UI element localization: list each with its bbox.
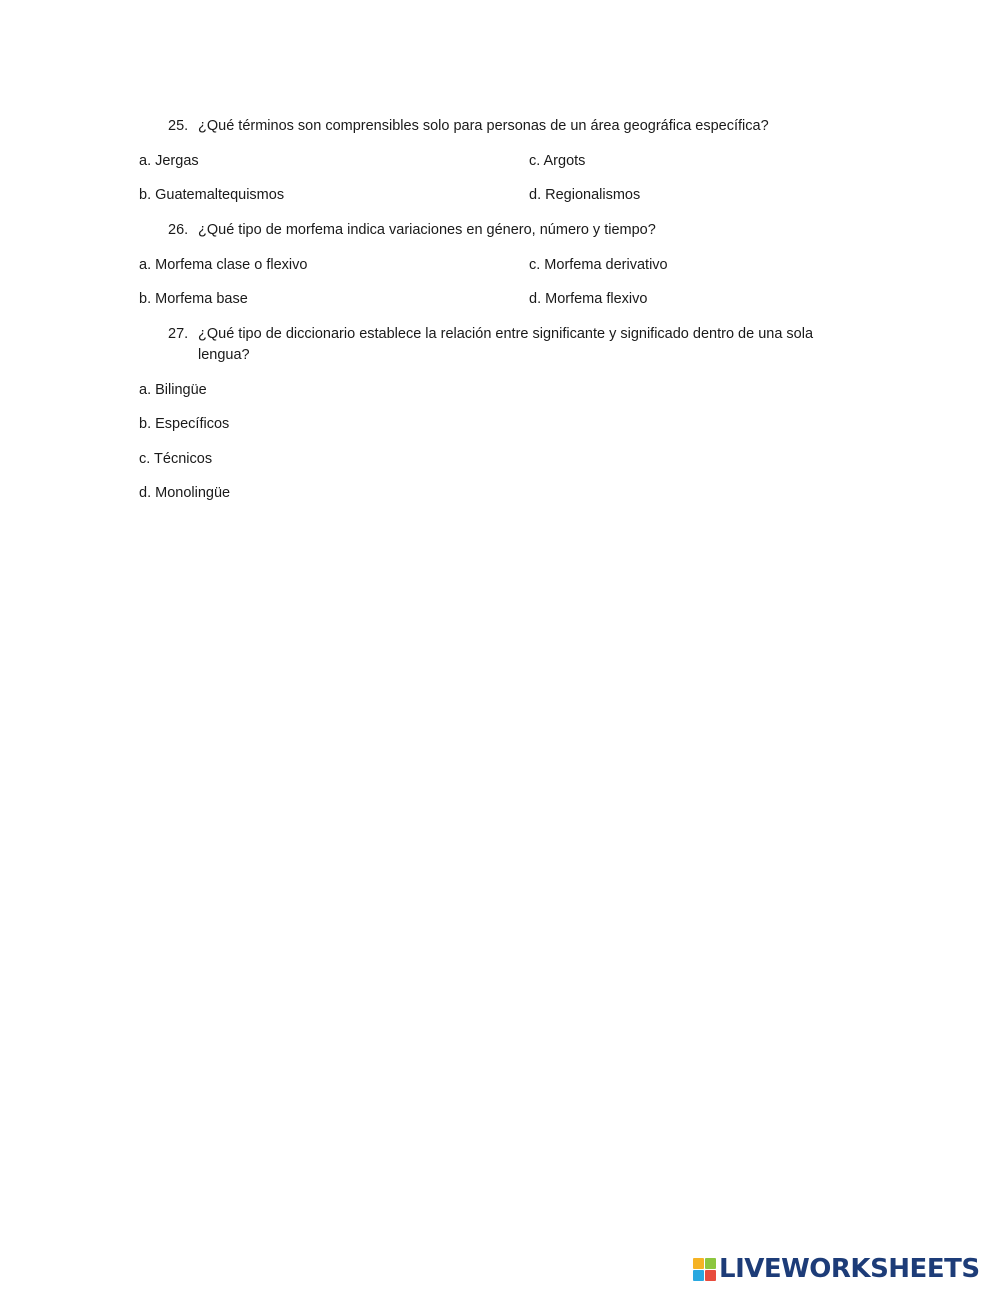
option-c[interactable]: c. Morfema derivativo	[529, 257, 668, 273]
logo-mark-cell	[705, 1258, 716, 1269]
option-c[interactable]: c. Técnicos	[139, 451, 213, 467]
question-text: ¿Qué tipo de morfema indica variaciones en género, número y tiempo?	[198, 222, 656, 238]
option-a[interactable]: a. Morfema clase o flexivo	[139, 257, 308, 273]
question-text: ¿Qué términos son comprensibles solo para personas de un área geográfica específica?	[198, 118, 769, 134]
liveworksheets-logo	[693, 1256, 980, 1283]
logo-mark-cell	[693, 1270, 704, 1281]
option-b[interactable]: b. Específicos	[139, 416, 230, 432]
option-d[interactable]: d. Morfema flexivo	[529, 291, 648, 307]
option-b[interactable]: b. Guatemaltequismos	[139, 187, 285, 203]
logo-mark-cell	[693, 1258, 704, 1269]
option-a[interactable]: a. Jergas	[139, 153, 199, 169]
option-a[interactable]: a. Bilingüe	[139, 382, 207, 398]
logo-mark-icon	[693, 1258, 716, 1281]
logo-text: LIVEWORKSHEETS	[719, 1254, 980, 1284]
option-d[interactable]: d. Regionalismos	[529, 187, 641, 203]
question-number: 26.	[168, 222, 189, 238]
option-d[interactable]: d. Monolingüe	[139, 485, 231, 501]
question-number: 25.	[168, 118, 189, 134]
logo-mark-cell	[705, 1270, 716, 1281]
question-number: 27.	[168, 326, 189, 342]
question-text: ¿Qué tipo de diccionario establece la relación entre significante y significado dentro de una sola lengua?	[198, 326, 814, 363]
option-b[interactable]: b. Morfema base	[139, 291, 248, 307]
option-c[interactable]: c. Argots	[529, 153, 586, 169]
